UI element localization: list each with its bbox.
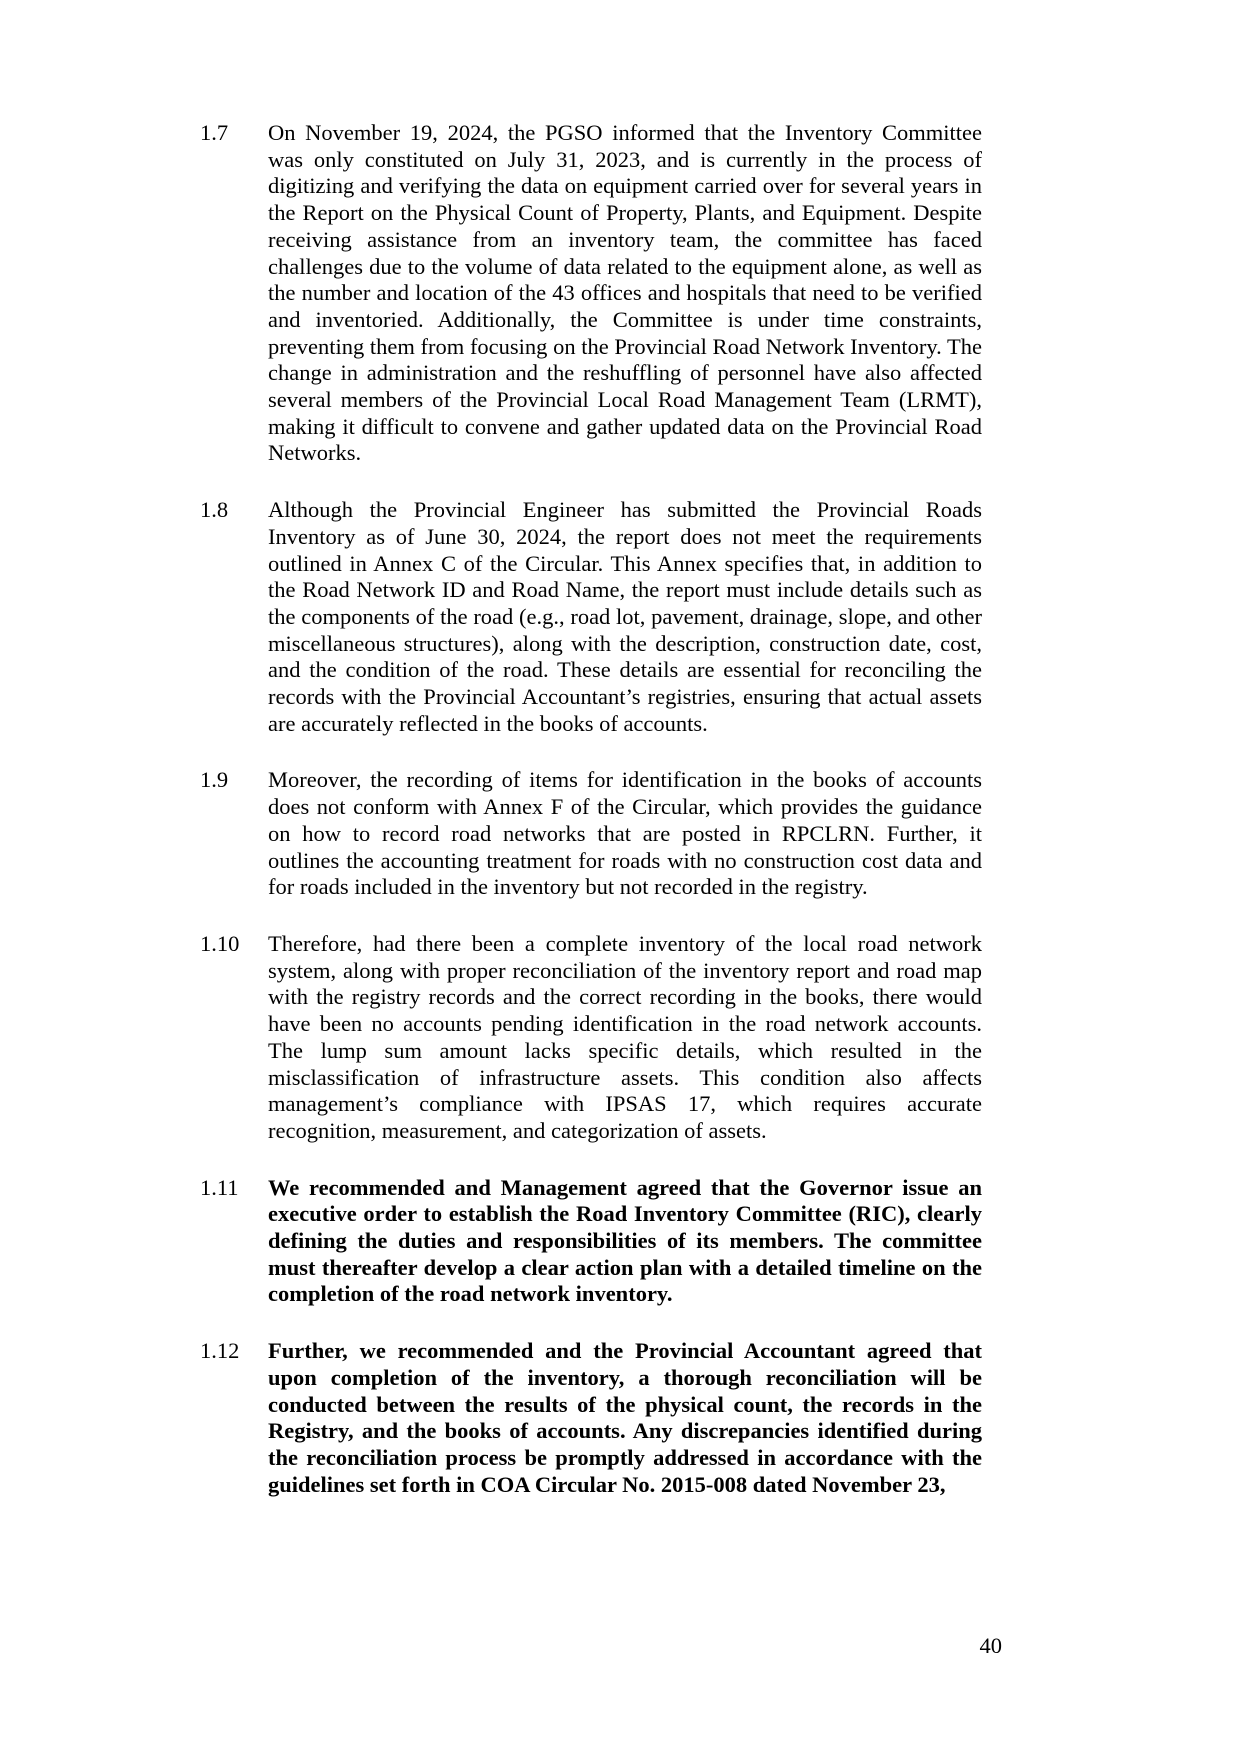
paragraph-text: Although the Provincial Engineer has submitted the Provincial Roads Inventory as of June 30, 2024, the report does not meet the requirements outlined in Annex C of the Circular. This Annex specifies that, in addition to the Road Network ID and Road Name, the report must include details such as the components of the road (e.g., road lot, pavement, drainage, slope, and other miscellaneous structures), along with the description, construction date, cost, and the condition of the road. These details are essential for reconciling the records with the Provincial Accountant’s registries, ensuring that actual assets are accurately reflected in the books of accounts. [268, 497, 982, 736]
paragraph-number: 1.8 [200, 497, 229, 523]
paragraph-1-8 [200, 497, 982, 737]
paragraph-1-12 [200, 1338, 982, 1498]
paragraph-number: 1.11 [200, 1174, 239, 1200]
paragraph-1-9 [200, 767, 982, 901]
paragraph-1-10 [200, 931, 982, 1145]
paragraph-text: We recommended and Management agreed that the Governor issue an executive order to establish the Road Inventory Committee (RIC), clearly defining the duties and responsibilities of its members. The committee must thereafter develop a clear action plan with a detailed timeline on the completion of the road network inventory. [268, 1174, 982, 1307]
paragraph-text: Moreover, the recording of items for identification in the books of accounts does not conform with Annex F of the Circular, which provides the guidance on how to record road networks that are posted in RPCLRN. Further, it outlines the accounting treatment for roads with no construction cost data and for roads included in the inventory but not recorded in the registry. [268, 767, 982, 900]
paragraph-text: On November 19, 2024, the PGSO informed that the Inventory Committee was only constituted on July 31, 2023, and is currently in the process of digitizing and verifying the data on equipment carried over for several years in the Report on the Physical Count of Property, Plants, and Equipment. Despite receiving assistance from an inventory team, the committee has faced challenges due to the volume of data related to the equipment alone, as well as the number and location of the 43 offices and hospitals that need to be verified and inventoried. Additionally, the Committee is under time constraints, preventing them from focusing on the Provincial Road Network Inventory. The change in administration and the reshuffling of personnel have also affected several members of the Provincial Local Road Management Team (LRMT), making it difficult to convene and gather updated data on the Provincial Road Networks. [268, 120, 982, 466]
paragraph-number: 1.9 [200, 767, 229, 793]
paragraph-1-7 [200, 120, 982, 467]
page-number: 40 [979, 1633, 1002, 1658]
paragraph-number: 1.7 [200, 120, 229, 145]
paragraph-text: Therefore, had there been a complete inventory of the local road network system, along with proper reconciliation of the inventory report and road map with the registry records and the correct recording in the books, there would have been no accounts pending identification in the road network accounts. The lump sum amount lacks specific details, which resulted in the misclassification of infrastructure assets. This condition also affects management’s compliance with IPSAS 17, which requires accurate recognition, measurement, and categorization of assets. [268, 930, 982, 1143]
document-body [200, 120, 982, 1498]
paragraph-text: Further, we recommended and the Provincial Accountant agreed that upon completion of the inventory, a thorough reconciliation will be conducted between the results of the physical count, the records in the Registry, and the books of accounts. Any discrepancies identified during the reconciliation process be promptly addressed in accordance with the guidelines set forth in COA Circular No. 2015-008 dated November 23, [268, 1338, 982, 1497]
paragraph-1-11 [200, 1175, 982, 1309]
paragraph-number: 1.12 [200, 1338, 240, 1364]
paragraph-number: 1.10 [200, 930, 240, 956]
